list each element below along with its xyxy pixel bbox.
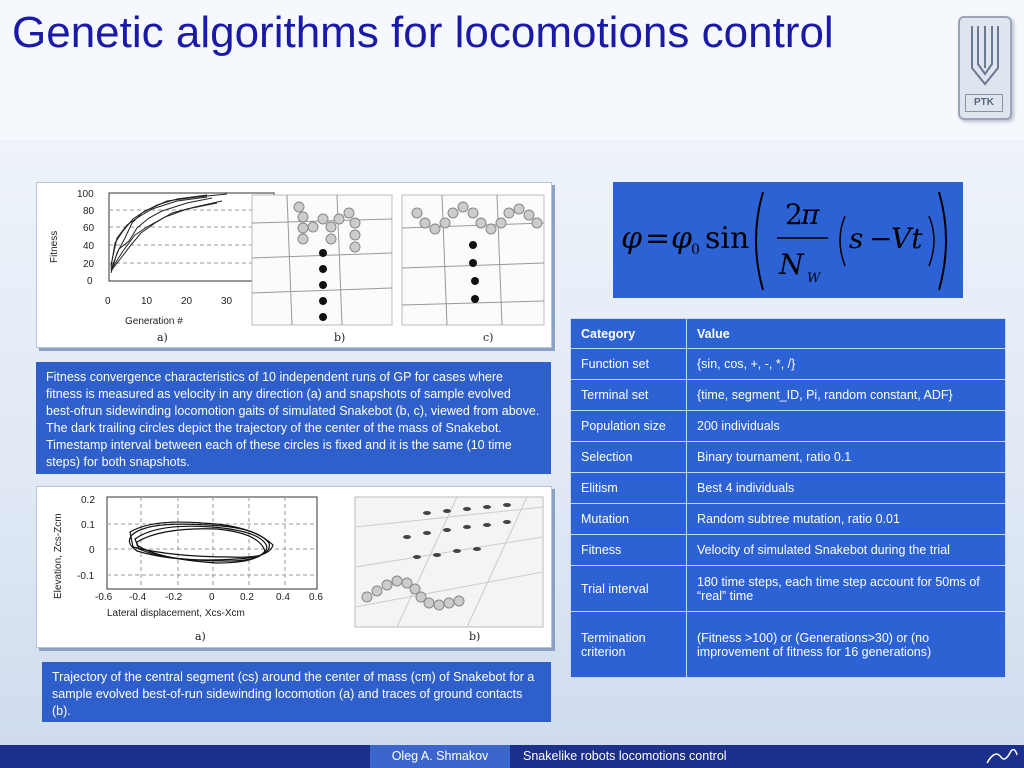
table-row [571, 504, 1006, 535]
y-tick-20: 20 [83, 259, 95, 270]
y-tick-80: 80 [83, 206, 95, 217]
row-category: Fitness [571, 535, 687, 566]
row-value: (Fitness >100) or (Generations>30) or (no improvement of fitness for 16 generations) [687, 612, 1006, 678]
phase-equation-svg [613, 182, 963, 298]
row-category: Mutation [571, 504, 687, 535]
y-axis-label: Fitness [49, 230, 60, 263]
table-row [571, 380, 1006, 411]
x-tick-minus-0.2: -0.2 [165, 592, 183, 603]
trajectory-figure-svg [37, 487, 551, 647]
table-row [571, 411, 1006, 442]
slide-title: Genetic algorithms for locomotions control [12, 8, 834, 57]
panel-label-b: b) [469, 630, 481, 643]
y-tick-100: 100 [77, 189, 94, 200]
trajectory-figure [36, 486, 552, 648]
panel-label-a: a) [157, 331, 168, 344]
svg-text:Vt: Vt [891, 222, 923, 255]
row-category: Function set [571, 349, 687, 380]
row-value: 200 individuals [687, 411, 1006, 442]
panel-label-c: c) [483, 331, 494, 344]
x-tick-0: 0 [209, 592, 215, 603]
x-tick-30: 30 [221, 296, 233, 307]
row-value: {time, segment_ID, Pi, random constant, ADF} [687, 380, 1006, 411]
y-tick-60: 60 [83, 223, 95, 234]
svg-text:=: = [645, 221, 671, 256]
footer-bar [0, 745, 1024, 768]
svg-text:2: 2 [785, 198, 803, 231]
figure1-caption: Fitness convergence characteristics of 10 independent runs of GP for cases where fitness is measured as velocity in any direction (a) and snapshots of sample evolved best-ofrun sidewinding locomotion gaits of simulated Snakebot (b, c), viewed from above. The dark trailing circles depict the trajectory of the center of the mass of Snakebot. Timestamp interval between each of these circles is fixed and it is the same (10 time steps) for both snapshots. [36, 362, 551, 474]
row-category: Termination criterion [571, 612, 687, 678]
trajectory-chart [53, 495, 323, 643]
x-tick-0: 0 [105, 296, 111, 307]
row-category: Elitism [571, 473, 687, 504]
y-axis-label: Elevation, Zcs-Zcm [53, 513, 64, 599]
logo-emblem-icon [960, 18, 1010, 94]
snapshot-c [402, 195, 544, 344]
row-category: Trial interval [571, 566, 687, 612]
row-value: Random subtree mutation, ratio 0.01 [687, 504, 1006, 535]
figure2-caption: Trajectory of the central segment (cs) around the center of mass (cm) of Snakebot for a sample evolved best-of-run sidewinding locomotion (a) and traces of ground contacts (b). [42, 662, 551, 722]
x-tick-10: 10 [141, 296, 153, 307]
ga-parameters-table [570, 318, 1006, 678]
x-tick-20: 20 [181, 296, 193, 307]
table-row [571, 442, 1006, 473]
table-row [571, 473, 1006, 504]
row-value: {sin, cos, +, -, *, /} [687, 349, 1006, 380]
footer-author: Oleg A. Shmakov [370, 745, 510, 768]
y-tick-0.2: 0.2 [81, 495, 95, 506]
x-tick-0.6: 0.6 [309, 592, 323, 603]
row-category: Terminal set [571, 380, 687, 411]
fitness-figure-svg [37, 183, 551, 347]
svg-text:φ: φ [671, 221, 693, 256]
fitness-chart [49, 189, 274, 344]
row-value: 180 time steps, each time step account for 50ms of “real” time [687, 566, 1006, 612]
panel-label-a: a) [195, 630, 206, 643]
header-value: Value [687, 319, 1006, 349]
x-axis-label: Lateral displacement, Xcs-Xcm [107, 608, 245, 619]
y-tick-0: 0 [89, 545, 95, 556]
x-tick-minus-0.6: -0.6 [95, 592, 113, 603]
y-tick-minus-0.1: -0.1 [77, 571, 95, 582]
svg-text:W: W [807, 271, 821, 286]
x-tick-0.2: 0.2 [240, 592, 254, 603]
row-value: Velocity of simulated Snakebot during the trial [687, 535, 1006, 566]
table-header-row [571, 319, 1006, 349]
svg-text:π: π [801, 198, 820, 231]
svg-text:φ: φ [621, 221, 643, 256]
y-tick-40: 40 [83, 241, 95, 252]
footer-signature-icon [985, 747, 1019, 767]
table-row [571, 535, 1006, 566]
ground-contacts [355, 497, 543, 643]
logo-text: PTK [965, 94, 1003, 112]
panel-label-b: b) [334, 331, 346, 344]
row-value: Best 4 individuals [687, 473, 1006, 504]
svg-text:−: − [869, 222, 893, 255]
ptk-logo [958, 16, 1012, 120]
table-row [571, 566, 1006, 612]
table-row [571, 349, 1006, 380]
phase-equation [613, 182, 963, 298]
fitness-figure [36, 182, 552, 348]
header-category: Category [571, 319, 687, 349]
svg-text:s: s [849, 222, 864, 255]
snapshot-b [252, 195, 392, 344]
svg-text:0: 0 [691, 242, 700, 258]
footer-title: Snakelike robots locomotions control [523, 749, 727, 763]
row-category: Selection [571, 442, 687, 473]
row-value: Binary tournament, ratio 0.1 [687, 442, 1006, 473]
y-tick-0: 0 [87, 276, 93, 287]
x-tick-0.4: 0.4 [276, 592, 290, 603]
x-axis-label: Generation # [125, 316, 183, 327]
table-row [571, 612, 1006, 678]
x-tick-minus-0.4: -0.4 [129, 592, 147, 603]
svg-text:N: N [779, 248, 804, 281]
row-category: Population size [571, 411, 687, 442]
svg-text:sin: sin [705, 221, 750, 256]
y-tick-0.1: 0.1 [81, 520, 95, 531]
